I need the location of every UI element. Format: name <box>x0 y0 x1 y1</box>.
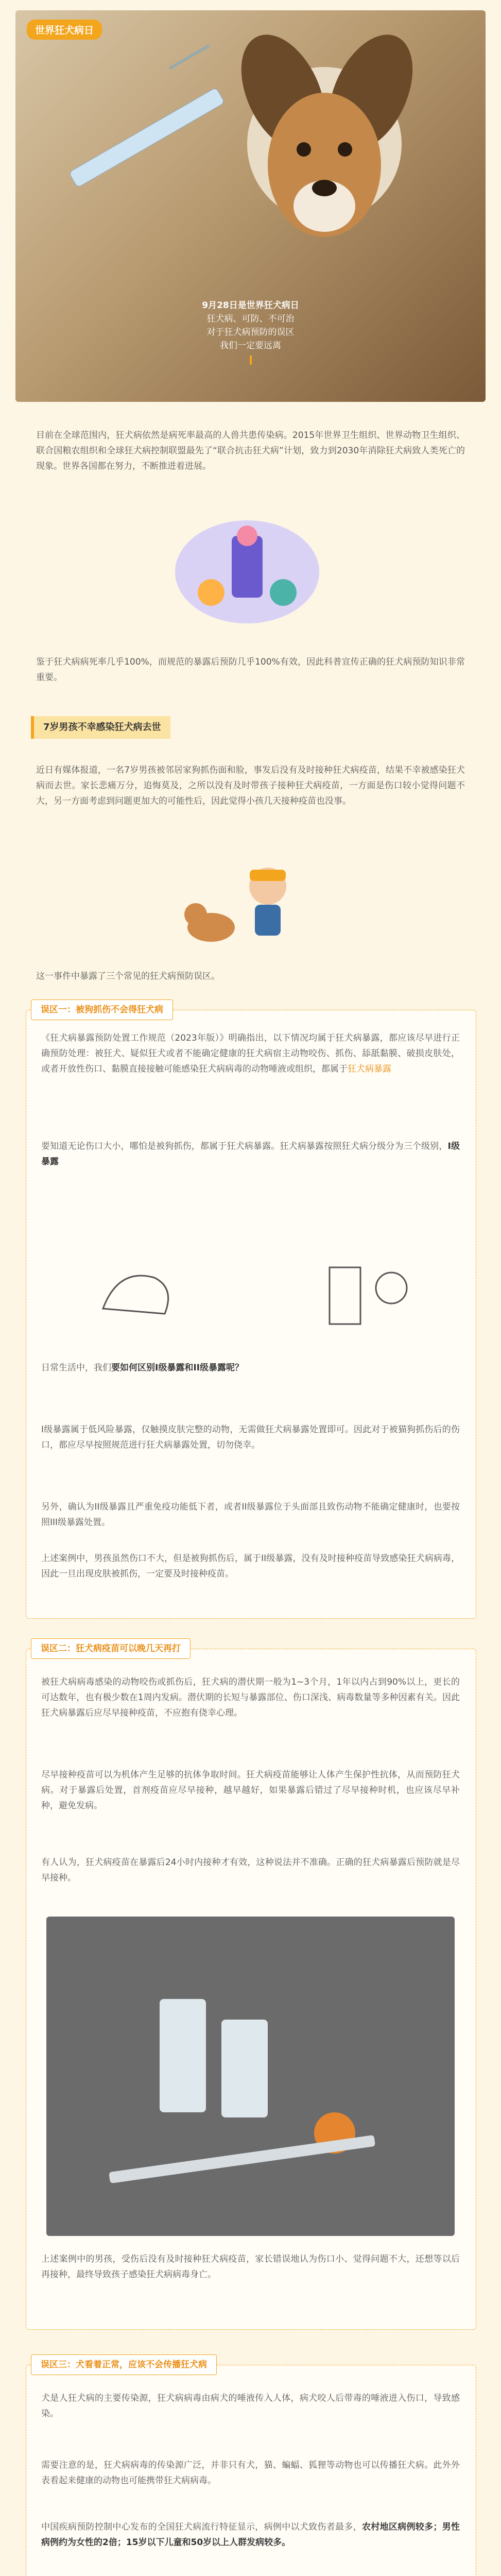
case-paragraph-2: 这一事件中暴露了三个常见的狂犬病预防误区。 <box>36 971 220 981</box>
myth3-tab: 误区三：犬看着正常，应该不会传播狂犬病 <box>31 2354 217 2375</box>
hero-caption-line: 9月28日是世界狂犬病日 <box>202 300 299 311</box>
hero-image <box>15 10 486 402</box>
myth1-p2-bold: I级暴露 <box>41 1141 460 1167</box>
myth3-paragraph-3 <box>41 2519 460 2550</box>
myth1-paragraph-4: I级暴露属于低风险暴露，仅触摸皮肤完整的动物，无需做狂犬病暴露处置即可。因此对于被猫狗抓伤后的伤口，都应尽早按照规范进行狂犬病暴露处置，切勿侥幸。 <box>41 1425 460 1450</box>
myth3-p3-bold: 农村地区病例较多；男性病例约为女性的2倍；15岁以下儿童和50岁以上人群发病较多。 <box>41 2522 460 2548</box>
myth1-p2-text: 要知道无论伤口大小，哪怕是被狗抓伤，都属于狂犬病暴露。狂犬病暴露按照狂犬病分级分为三个级别， <box>41 1141 448 1151</box>
myth3-p3-text: 中国疾病预防控制中心发布的全国狂犬病流行特征显示，病例中以犬致伤者最多， <box>41 2522 362 2532</box>
boy-and-dog-illustration <box>165 855 330 953</box>
case-title: 7岁男孩不幸感染狂犬病去世 <box>31 716 170 739</box>
vaccine-illustration <box>170 515 324 629</box>
myth2-paragraph-3: 有人认为，狂犬病疫苗在暴露后24小时内接种才有效，这种说法并不准确。正确的狂犬病暴露后预防就是尽早接种。 <box>41 1857 460 1883</box>
myth2-tab: 误区二：狂犬病疫苗可以晚几天再打 <box>31 1638 191 1659</box>
myth1-p1-highlight: 狂犬病暴露 <box>348 1064 391 1074</box>
case-paragraph-1: 近日有媒体报道，一名7岁男孩被邻居家狗抓伤面和脸，事发后没有及时接种狂犬病疫苗，结果不幸被感染狂犬病而去世。家长悲痛万分，追悔莫及，之所以没有及时带孩子接种狂犬病疫苗，一方面是伤口较小觉得问题不大，另一方面考虑到问题更加大的可能性后，因此觉得小孩几天接种疫苗也没事。 <box>36 765 465 806</box>
syringe-vials-photo <box>46 1917 455 2236</box>
myth2-paragraph-4: 上述案例中的男孩，受伤后没有及时接种狂犬病疫苗，家长错误地认为伤口小、觉得问题不大，还想等以后再接种，最终导致孩子感染狂犬病病毒身亡。 <box>41 2254 460 2280</box>
hero-caption-line: 对于狂犬病预防的误区 <box>206 327 295 337</box>
dog-illustration <box>15 10 486 289</box>
intro-paragraph-2: 鉴于狂犬病病死率几乎100%，而规范的暴露后预防几乎100%有效，因此科普宣传正确的狂犬病预防知识非常重要。 <box>36 657 465 683</box>
hero-tag: 世界狂犬病日 <box>27 20 102 40</box>
myth1-paragraph-1 <box>41 1030 460 1077</box>
myth1-p1-text: 《狂犬病暴露预防处置工作规范（2023年版）》明确指出，以下情况均属于狂犬病暴露，都应该尽早进行正确预防处理：被狂犬、疑似狂犬或者不能确定健康的狂犬病宿主动物咬伤、抓伤、舔舐黏膜、破损皮肤处，或者开放性伤口、黏膜直接接触可能感染狂犬病病毒的动物唾液或组织，都属于 <box>41 1033 460 1074</box>
myth2-paragraph-1: 被狂犬病病毒感染的动物咬伤或抓伤后，狂犬病的潜伏期一般为1~3个月，1年以内占到90%以上，更长的可达数年，也有极少数在1周内发病。潜伏期的长短与暴露部位、伤口深浅、病毒数量等多种因素有关。因此狂犬病暴露后应尽早接种疫苗，不应抱有侥幸心理。 <box>41 1677 460 1718</box>
exposure-illustration <box>72 1247 433 1340</box>
myth1-tab: 误区一：被狗抓伤不会得狂犬病 <box>31 999 173 1020</box>
myth1-p3-bold: 要如何区别I级暴露和II级暴露呢？ <box>111 1363 244 1373</box>
hero-caption <box>15 299 486 365</box>
hero-divider <box>250 355 252 365</box>
myth1-paragraph-3 <box>41 1360 460 1376</box>
myth3-paragraph-1: 犬是人狂犬病的主要传染源，狂犬病病毒由病犬的唾液传入人体，病犬咬人后带毒的唾液进入伤口，导致感染。 <box>41 2393 460 2419</box>
myth1-p3-text: 日常生活中，我们 <box>41 1363 111 1373</box>
hero-caption-line: 我们一定要远离 <box>220 341 281 351</box>
intro-paragraph-1: 目前在全球范围内，狂犬病依然是病死率最高的人兽共患传染病。2015年世界卫生组织、世界动物卫生组织、联合国粮农组织和全球狂犬病控制联盟最先了“联合抗击狂犬病”计划，致力到2030年消除狂犬病致人类死亡的现象。世界各国都在努力，不断推进着进展。 <box>36 430 465 471</box>
myth2-paragraph-2: 尽早接种疫苗可以为机体产生足够的抗体争取时间。狂犬病疫苗能够让人体产生保护性抗体，从而预防狂犬病。对于暴露后处置，首剂疫苗应尽早接种，越早越好，如果暴露后错过了尽早接种时机，也应该尽早补种，避免发病。 <box>41 1770 460 1811</box>
myth1-paragraph-6: 上述案例中，男孩虽然伤口不大，但是被狗抓伤后，属于II级暴露，没有及时接种疫苗导致感染狂犬病病毒，因此一旦出现皮肤被抓伤，一定要及时接种疫苗。 <box>41 1553 460 1579</box>
myth3-paragraph-2: 需要注意的是，狂犬病病毒的传染源广泛，并非只有犬，猫、蝙蝠、狐狸等动物也可以传播狂犬病。此外外表看起来健康的动物也可能携带狂犬病病毒。 <box>41 2460 460 2486</box>
myth1-paragraph-5: 另外，确认为II级暴露且严重免疫功能低下者，或者II级暴露位于头面部且致伤动物不能确定健康时，也要按照III级暴露处置。 <box>41 1502 460 1528</box>
myth1-paragraph-2 <box>41 1139 460 1170</box>
hero-caption-line: 狂犬病、可防、不可治 <box>206 314 295 324</box>
